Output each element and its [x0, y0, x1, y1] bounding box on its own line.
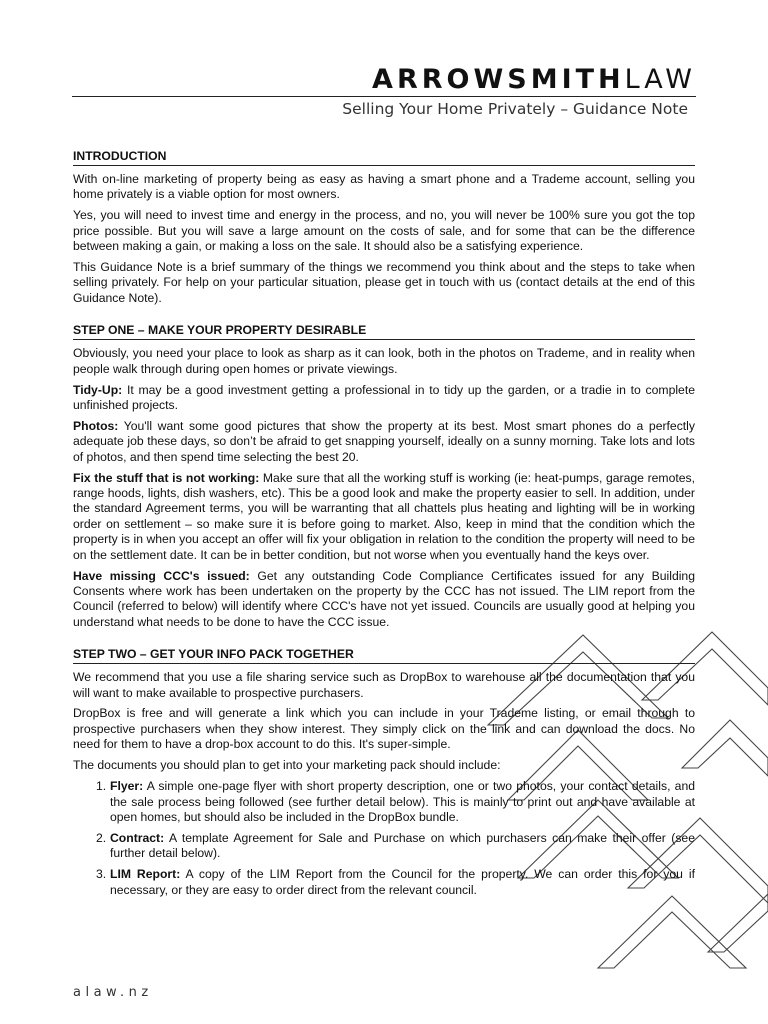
list-item-text: A template Agreement for Sale and Purchase on which purchasers can make their offer (see further detail below).: [110, 830, 695, 861]
list-item-number: 2.: [96, 830, 107, 845]
intro-paragraph-2: Yes, you will need to invest time and energy in the process, and no, you will never be 100% sure you got the top price possible. But you will save a large amount on the costs of sale, and for some that can be the difference between making a gain, or making a loss on the sale. It should also be a satisfying experience.: [73, 208, 695, 254]
list-item: [73, 831, 695, 862]
list-item: [73, 779, 695, 825]
list-item-label: Contract:: [110, 830, 165, 845]
section-heading-introduction: INTRODUCTION: [73, 149, 695, 166]
section-heading-step-one: STEP ONE – MAKE YOUR PROPERTY DESIRABLE: [73, 323, 695, 340]
footer-website: alaw.nz: [73, 985, 153, 1000]
document-body: [73, 149, 695, 903]
step-one-paragraph: Obviously, you need your place to look as sharp as it can look, both in the photos on Trademe, and in reality when people walk through during open homes or private viewings.: [73, 346, 695, 376]
photos-label: Photos:: [73, 418, 119, 433]
tidy-up-label: Tidy-Up:: [73, 382, 123, 397]
header-divider: [72, 96, 696, 97]
logo: [372, 64, 696, 95]
list-item-number: 1.: [96, 779, 107, 794]
tidy-up-paragraph: [73, 383, 695, 414]
section-heading-step-two: STEP TWO – GET YOUR INFO PACK TOGETHER: [73, 647, 695, 664]
step-two-paragraph-2: DropBox is free and will generate a link which you can include in your Trademe listing, or email through to prospective purchasers when they show interest. They simply click on the link and can download the docs. No need for them to have a drop-box account to do this. It's super-simple.: [73, 706, 695, 752]
photos-text: You'll want some good pictures that show the property at its best. Most smart phones do a perfectly adequate job these days, so don’t be afraid to get snapping yourself, ideally on a sunny morning. Take lots and lots of photos, and then spend time selecting the best 20.: [73, 418, 695, 464]
list-item-label: Flyer:: [110, 779, 144, 794]
tidy-up-text: It may be a good investment getting a professional in to tidy up the garden, or a tradie in to complete unfinished projects.: [73, 382, 695, 412]
intro-paragraph-1: With on-line marketing of property being as easy as having a smart phone and a Trademe account, selling you home privately is a viable option for most owners.: [73, 172, 695, 202]
photos-paragraph: [73, 419, 695, 465]
intro-paragraph-3: This Guidance Note is a brief summary of the things we recommend you think about and the steps to take when selling privately. For help on your particular situation, please get in touch with us (contact details at the end of this Guidance Note).: [73, 260, 695, 305]
logo-wordmark-law: LAW: [624, 64, 696, 95]
documents-list: [73, 779, 695, 898]
logo-wordmark: ARROWSMITH: [372, 64, 625, 95]
fix-paragraph: [73, 471, 695, 563]
list-item-number: 3.: [96, 867, 107, 882]
fix-label: Fix the stuff that is not working:: [73, 470, 260, 485]
step-two-paragraph-1: We recommend that you use a file sharing service such as DropBox to warehouse all the documentation that you will want to make available to prospective purchasers.: [73, 670, 695, 700]
list-item: [73, 867, 695, 898]
list-item-text: A simple one-page flyer with short property description, one or two photos, your contact details, and the sale process being followed (see further detail below). This is mainly to print out and have available at open homes, but should also be included in the DropBox bundle.: [110, 779, 695, 824]
fix-text: Make sure that all the working stuff is working (ie: heat-pumps, garage remotes, range hoods, lights, dish washers, etc). This be a good look and make the property easier to sell. In addition, under the standard Agreement terms, you will be warranting that all chattels plus heating and lighting will be in working order on settlement – so make sure it is before going to market. Also, keep in mind that the condition which the property is in when you accept an offer will fix your obligation in relation to the condition the property will need to be on the settlement date. It can be in better condition, but not worse when you eventually hand the keys over.: [73, 470, 695, 562]
list-item-label: LIM Report:: [110, 867, 181, 882]
step-two-paragraph-3: The documents you should plan to get into your marketing pack should include:: [73, 758, 501, 773]
page-subtitle: Selling Your Home Privately – Guidance Note: [342, 100, 688, 118]
ccc-text: Get any outstanding Code Compliance Certificates issued for any Building Consents where work has been undertaken on the property by the CCC has not issued. The LIM report from the Council (referred to below) will identify where CCC's have not yet issued. Councils are usually good at helping you understand what needs to be done to have the CCC issue.: [73, 568, 695, 629]
ccc-label: Have missing CCC's issued:: [73, 568, 250, 583]
ccc-paragraph: [73, 569, 695, 631]
list-item-text: A copy of the LIM Report from the Council for the property. We can order this for you if necessary, or they are easy to order direct from the relevant council.: [110, 867, 695, 897]
